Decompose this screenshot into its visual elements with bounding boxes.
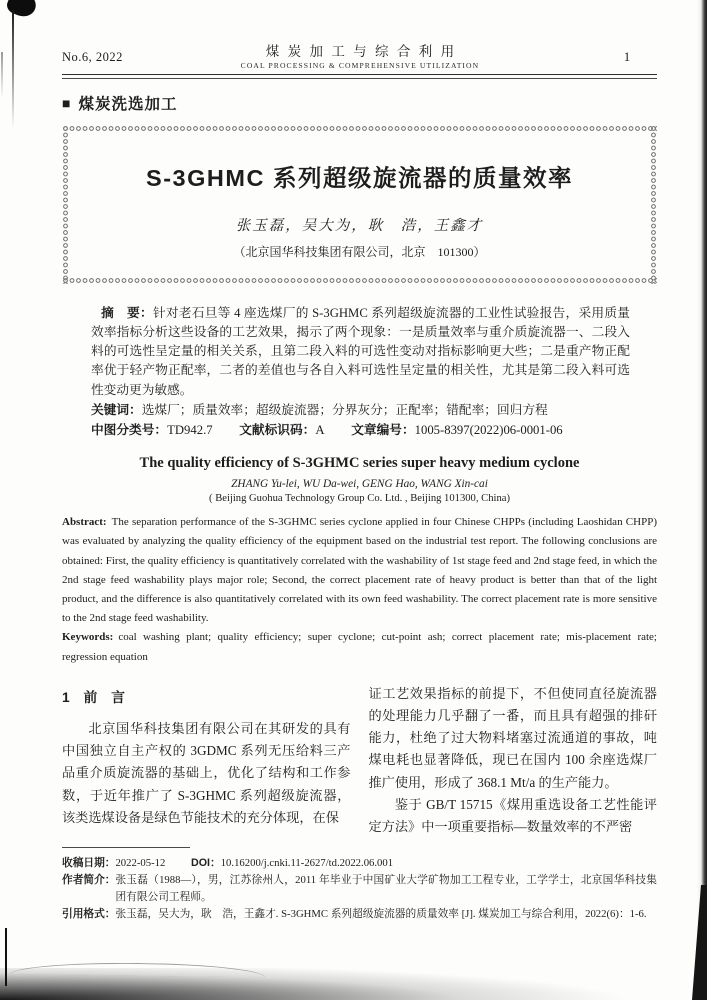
right-column (369, 683, 658, 838)
clc-label: 中图分类号： (91, 423, 168, 438)
keywords-label: 关键词： (91, 402, 142, 417)
author-list: 张玉磊，吴大为，耿 浩，王鑫才 (235, 217, 484, 234)
square-bullet-icon: ■ (62, 94, 72, 111)
spacer (165, 855, 191, 872)
english-abstract-label: Abstract: (62, 516, 107, 529)
journal-name-english: COAL PROCESSING & COMPREHENSIVE UTILIZATION (240, 60, 480, 70)
header-rule (62, 74, 657, 79)
page-number: 1 (623, 49, 631, 65)
keywords-text: 选煤厂；质量效率；超级旋流器；分界灰分；正配率；错配率；回归方程 (141, 402, 548, 417)
title-box-border-top (62, 125, 657, 132)
english-affiliation: ( Beijing Guohua Technology Group Co. Ltd. , Beijing 101300, China) (209, 493, 510, 505)
author-bio-label: 作者简介： (62, 874, 116, 887)
body-columns (62, 683, 657, 838)
doi-value: 10.16200/j.cnki.11-2627/td.2022.06.001 (220, 857, 394, 870)
left-column (62, 683, 351, 838)
footnote-rule (62, 847, 190, 848)
title-box-border-right (650, 125, 657, 284)
received-date-label: 收稿日期： (62, 857, 116, 870)
affiliation: （北京国华科技集团有限公司，北京 101300） (233, 244, 486, 259)
scan-artifact-right-bottom-wedge (692, 885, 707, 1000)
scan-artifact-top-left-blob (5, 0, 40, 20)
citation-value: 张玉磊，吴大为，耿 浩，王鑫才. S-3GHMC 系列超级旋流器的质量效率 [J]. 煤炭加工与综合利用，2022(6)：1-6. (115, 908, 647, 921)
title-box-border-left (62, 125, 69, 284)
received-date-line (62, 855, 657, 872)
doc-code-value: A (315, 423, 325, 438)
abstract-text: 针对老石旦等 4 座选煤厂的 S-3GHMC 系列超级旋流器的工业性试验报告，采用质量效率指标分析这些设备的工艺效果，揭示了两个现象：一是质量效率与重介质旋流器一、二段入料的可选性呈定量的相关关系，且第二段入料的可选性变动对指标影响更大些；二是重产物正配率优于轻产物正配率，二者的差值也与各自入料可选性呈定量的相关性，尤其是第二段入料可选性变动更为敏感。 (91, 305, 630, 397)
body-paragraph: 证工艺效果指标的前提下，不但使同直径旋流器的处理能力几乎翻了一番，而且具有超强的排矸能力，杜绝了过大物料堵塞过流通道的事故，吨煤电耗也显著降低，现已在国内 100 余座选煤厂推广使用，形成了 368.1 Mt/a 的生产能力。 (368, 685, 657, 790)
english-abstract (62, 513, 657, 628)
title-box (62, 125, 657, 284)
section-1-heading: 1 前 言 (62, 689, 125, 705)
scan-artifact-right-edge (697, 0, 707, 1000)
citation-label: 引用格式： (62, 908, 116, 921)
doc-code-label: 文献标识码： (239, 423, 316, 438)
english-keywords-label: Keywords: (62, 631, 114, 644)
english-keywords (62, 628, 657, 666)
title-box-border-bottom (62, 277, 657, 284)
doi-label: DOI： (191, 857, 221, 870)
chinese-keywords (91, 401, 630, 420)
abstract-label: 摘 要： (101, 305, 153, 320)
scan-artifact-top-left-line (12, 10, 14, 128)
english-abstract-text: The separation performance of the S-3GHMC series cyclone applied in four Chinese CHPPs (including Laoshidan CHPP) was evaluated by analyzing the quality efficiency of the equipment based on the industrial test report. The following conclusions are obtained: First, the quality efficiency is quantitatively correlated with the washability of 1st stage feed and 2nd stage feed, in which the 2nd stage feed washability plays major role; Second, the correct placement rate of heavy product is better than that of the light product, and the difference is also quantitatively correlated with its own feed washability. The correct placement rate is more sensitive to the 2nd stage feed washability. (62, 516, 657, 625)
body-paragraph: 鉴于 GB/T 15715《煤用重选设备工艺性能评定方法》中一项重要指标—数量效率的不严密 (368, 796, 657, 835)
scan-artifact-bottom-left-line (5, 928, 7, 986)
chinese-meta-block (91, 304, 630, 440)
author-bio-value: 张玉磊（1988—），男，江苏徐州人，2011 年毕业于中国矿业大学矿物加工工程专业，工学学士，北京国华科技集团有限公司工程师。 (115, 874, 657, 904)
received-date-value: 2022-05-12 (115, 857, 166, 870)
column-section-label: 煤炭洗选加工 (78, 95, 178, 113)
classification-line (91, 421, 630, 440)
scan-artifact-bottom-smudge (0, 968, 707, 1000)
scan-artifact-left-edge-mark (1, 52, 3, 98)
footnotes-block (62, 847, 657, 923)
english-keywords-text: coal washing plant; quality efficiency; super cyclone; cut-point ash; correct placement rate; mis-placement rate; regression equation (62, 631, 657, 663)
column-section-heading (62, 92, 657, 114)
paper-title: S-3GHMC 系列超级旋流器的质量效率 (146, 164, 573, 191)
chinese-abstract (91, 304, 630, 400)
journal-header (62, 44, 657, 70)
clc-value: TD942.7 (167, 423, 213, 438)
english-author-list: ZHANG Yu-lei, WU Da-wei, GENG Hao, WANG Xin-cai (231, 478, 488, 491)
journal-name-chinese: 煤炭加工与综合利用 (265, 44, 463, 59)
scan-artifact-hairline (10, 962, 265, 978)
article-id-label: 文章编号： (351, 423, 415, 438)
citation-line (62, 906, 657, 923)
issue-number: No.6, 2022 (62, 49, 123, 64)
body-paragraph: 北京国华科技集团有限公司在其研发的具有中国独立自主产权的 3GDMC 系列无压给料三产品重介质旋流器的基础上，优化了结构和工作参数，于近年推广了 S-3GHMC 系列超级旋流器，该类选煤设备是绿色节能技术的充分体现，在保 (62, 721, 351, 825)
english-title: The quality efficiency of S-3GHMC series super heavy medium cyclone (139, 455, 580, 472)
author-bio-line (62, 872, 657, 906)
journal-name (241, 44, 480, 70)
article-id-value: 1005-8397(2022)06-0001-06 (414, 423, 563, 438)
